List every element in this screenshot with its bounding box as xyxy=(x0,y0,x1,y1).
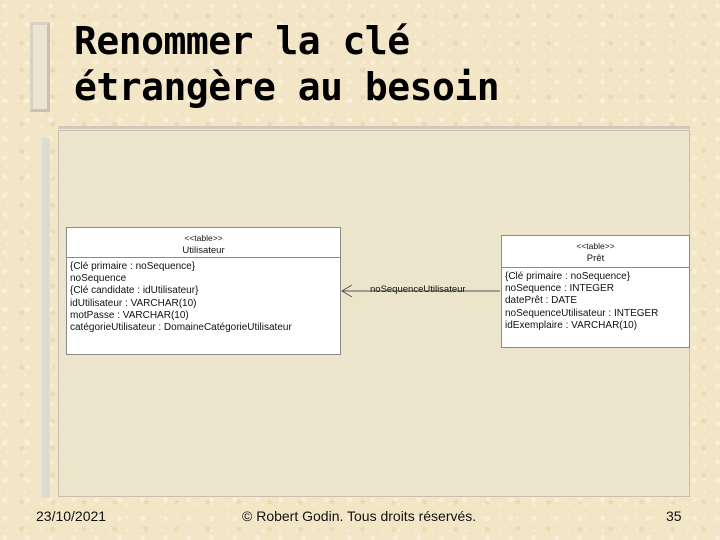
table-row: {Clé primaire : noSequence} xyxy=(70,261,196,272)
slide-title xyxy=(74,18,694,110)
table-stereotype: <<table>> xyxy=(184,233,223,243)
side-decoration-bar xyxy=(40,138,50,498)
table-utilisateur xyxy=(66,227,341,355)
title-decoration-box xyxy=(30,22,50,112)
title-line-2: étrangère au besoin xyxy=(74,65,500,109)
table-pret xyxy=(501,235,690,348)
page-number: 35 xyxy=(666,508,682,524)
table-row: noSequence xyxy=(70,273,127,285)
table-row: idUtilisateur : VARCHAR(10) xyxy=(70,297,197,309)
table-row: {Clé candidate : idUtilisateur} xyxy=(70,285,199,297)
table-row: motPasse : VARCHAR(10) xyxy=(70,309,189,321)
table-header xyxy=(67,228,340,258)
table-row: catégorieUtilisateur : DomaineCatégorieUtilisateur xyxy=(70,322,292,334)
table-attributes xyxy=(67,258,340,334)
footer-copyright: © Robert Godin. Tous droits réservés. xyxy=(242,508,477,524)
table-row: idExemplaire : VARCHAR(10) xyxy=(505,319,638,331)
table-attributes xyxy=(502,268,689,332)
table-name: Prêt xyxy=(586,253,605,264)
table-row: noSequence : INTEGER xyxy=(505,283,614,295)
table-row: {Clé primaire : noSequence} xyxy=(505,271,631,282)
table-row: datePrêt : DATE xyxy=(505,295,578,307)
title-separator xyxy=(58,126,690,129)
table-name: Utilisateur xyxy=(182,245,225,256)
table-stereotype: <<table>> xyxy=(576,241,615,251)
association-label: noSequenceUtilisateur xyxy=(370,284,466,295)
title-line-1: Renommer la clé xyxy=(74,19,410,63)
footer-date: 23/10/2021 xyxy=(36,508,107,524)
table-header xyxy=(502,236,689,268)
table-row: noSequenceUtilisateur : INTEGER xyxy=(505,307,659,319)
